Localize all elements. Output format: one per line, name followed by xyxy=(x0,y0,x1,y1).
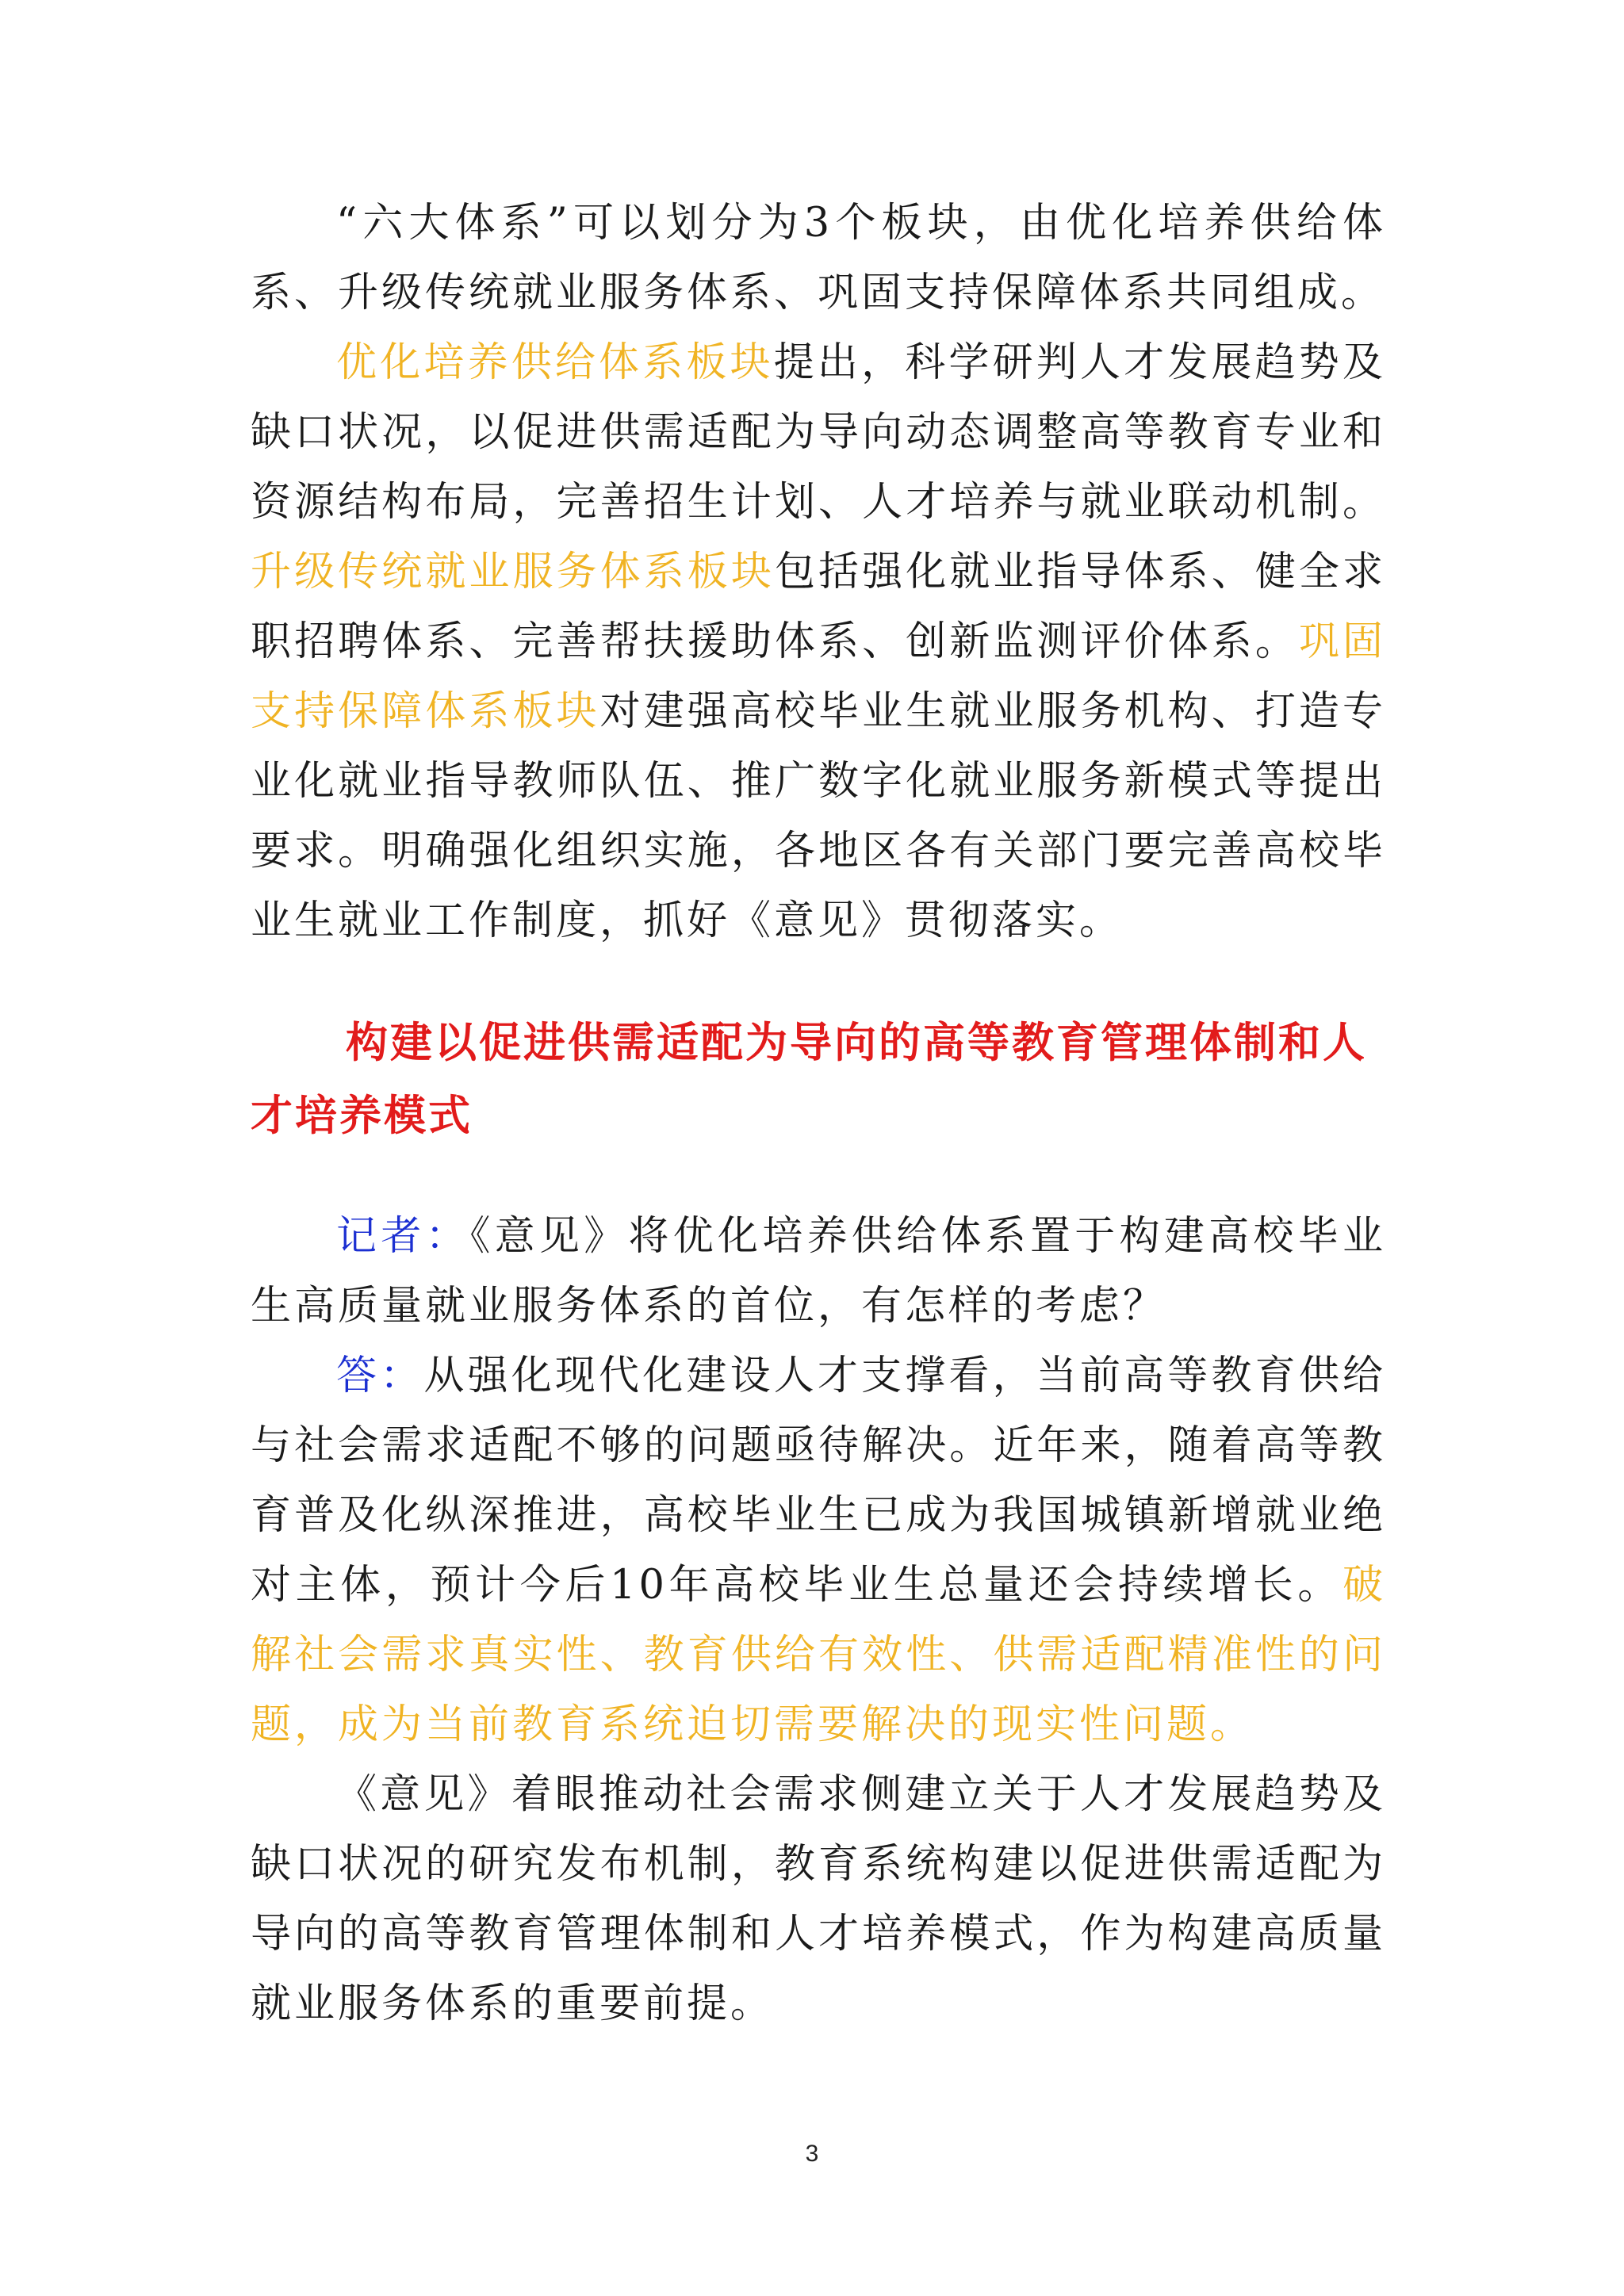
page-number: 3 xyxy=(805,2141,819,2167)
reporter-label: 记者： xyxy=(336,1213,470,1260)
paragraph-opinion-focus xyxy=(251,1760,1386,2039)
highlight-support-block: 巩固支持保障体系板块 xyxy=(251,618,1386,735)
paragraph-text: 包括强化就业指导体系、健全求职招聘体系、完善帮扶援助体系、创新监测评价体系。 xyxy=(251,549,1386,665)
paragraph-reporter-question xyxy=(251,1202,1386,1341)
answer-label: 答： xyxy=(336,1353,424,1399)
document-page xyxy=(251,189,1386,2039)
paragraph-text: “六大体系”可以划分为3个板块，由优化培养供给体系、升级传统就业服务体系、巩固支持保障体系共同组成。 xyxy=(251,200,1386,316)
paragraph-text: 对建强高校毕业生就业服务机构、打造专业化就业指导教师队伍、推广数字化就业服务新模式等提出要求。明确强化组织实施，各地区各有关部门要完善高校毕业生就业工作制度，抓好《意见》贯彻落实。 xyxy=(251,688,1386,944)
paragraph-six-systems xyxy=(251,189,1386,328)
highlight-key-problem: 破解社会需求真实性、教育供给有效性、供需适配精准性的问题，成为当前教育系统迫切需要解决的现实性问题。 xyxy=(251,1562,1386,1748)
section-heading: 构建以促进供需适配为导向的高等教育管理体制和人才培养模式 xyxy=(251,1019,1367,1140)
paragraph-text: 《意见》将优化培养供给体系置于构建高校毕业生高质量就业服务体系的首位，有怎样的考虑？ xyxy=(251,1213,1386,1330)
paragraph-three-blocks xyxy=(251,328,1386,956)
paragraph-answer xyxy=(251,1341,1386,1760)
paragraph-text: 提出，科学研判人才发展趋势及缺口状况，以促进供需适配为导向动态调整高等教育专业和资源结构布局，完善招生计划、人才培养与就业联动机制。 xyxy=(251,339,1386,526)
highlight-supply-block: 优化培养供给体系板块 xyxy=(336,339,774,386)
highlight-service-block: 升级传统就业服务体系板块 xyxy=(251,549,775,595)
paragraph-text: 从强化现代化建设人才支撑看，当前高等教育供给与社会需求适配不够的问题亟待解决。近年来，随着高等教育普及化纵深推进，高校毕业生已成为我国城镇新增就业绝对主体，预计今后10年高校毕业生总量还会持续增长。 xyxy=(251,1353,1386,1609)
paragraph-text: 《意见》着眼推动社会需求侧建立关于人才发展趋势及缺口状况的研究发布机制，教育系统构建以促进供需适配为导向的高等教育管理体制和人才培养模式，作为构建高质量就业服务体系的重要前提。 xyxy=(251,1771,1386,2027)
